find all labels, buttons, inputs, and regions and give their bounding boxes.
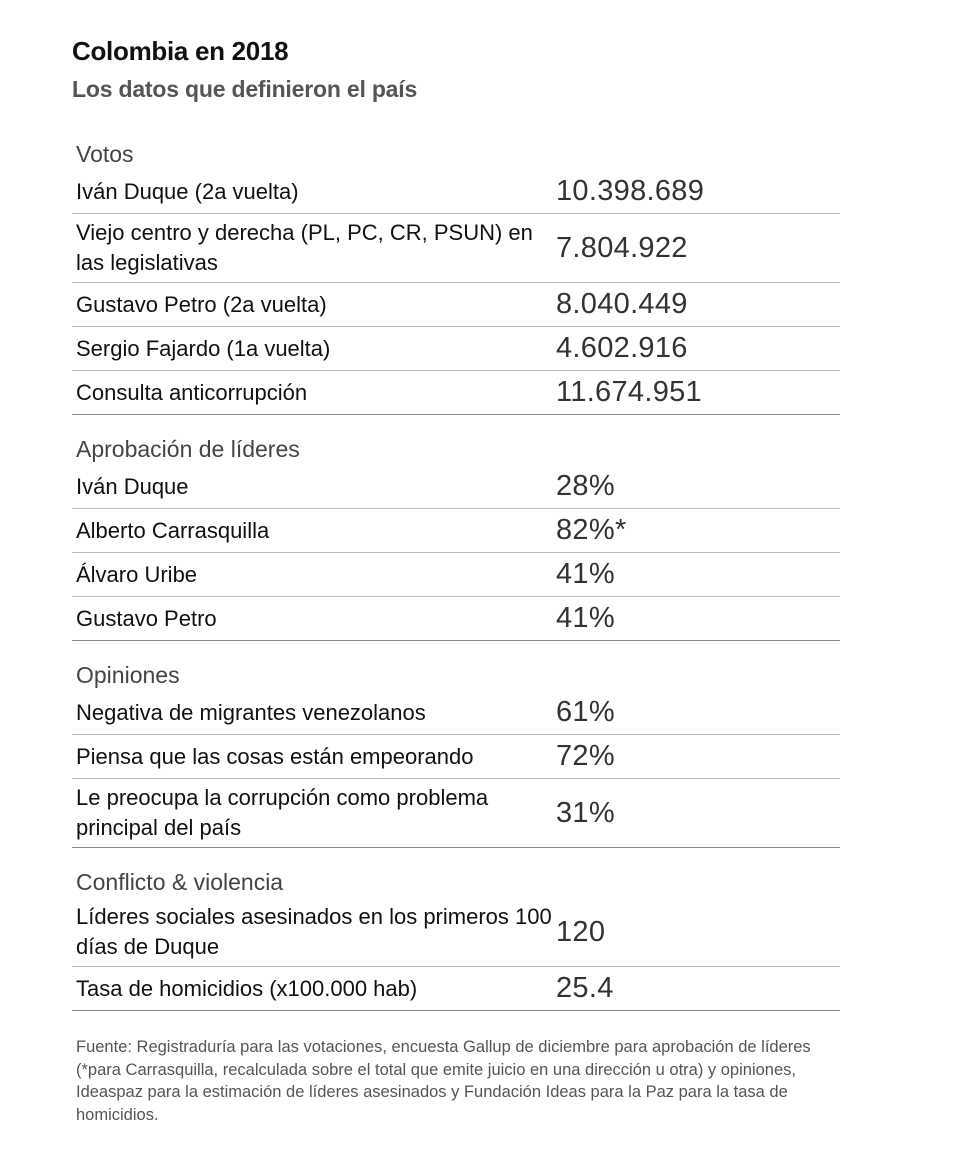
table-row xyxy=(72,597,840,641)
table-row xyxy=(72,967,840,1011)
section-gap xyxy=(72,641,840,659)
row-label: Alberto Carrasquilla xyxy=(76,517,270,543)
table-row xyxy=(72,371,840,415)
row-value: 61% xyxy=(556,696,615,728)
row-value: 120 xyxy=(556,915,606,948)
row-label: Iván Duque xyxy=(76,473,189,499)
row-value: 41% xyxy=(556,558,615,590)
table-row xyxy=(72,465,840,509)
table-row xyxy=(72,509,840,553)
source-footnote: Fuente: Registraduría para las votaciones, encuesta Gallup de diciembre para aprobación de líderes (*para Carrasquilla, recalculada sobre el total que emite juicio en una dirección u otra) y opiniones, Ideaspaz para la estimación de líderes asesinados y Fundación Ideas para la Paz para la tasa de homicidios. xyxy=(76,1038,811,1124)
row-label: Tasa de homicidios (x100.000 hab) xyxy=(76,975,418,1001)
row-value: 8.040.449 xyxy=(556,288,688,320)
row-label: Álvaro Uribe xyxy=(76,561,198,587)
row-value: 28% xyxy=(556,470,615,502)
section-gap xyxy=(72,415,840,433)
row-value: 11.674.951 xyxy=(556,376,702,408)
row-label: Sergio Fajardo (1a vuelta) xyxy=(76,335,331,361)
table-row xyxy=(72,779,840,848)
row-label: Gustavo Petro (2a vuelta) xyxy=(76,291,327,317)
page-subtitle: Los datos que definieron el país xyxy=(72,76,418,102)
row-value: 82%* xyxy=(556,514,627,546)
page-title: Colombia en 2018 xyxy=(72,36,289,66)
row-label: Le preocupa la corrupción como problema principal del país xyxy=(76,785,489,840)
row-label: Líderes sociales asesinados en los primeros 100 días de Duque xyxy=(76,904,552,959)
row-label: Gustavo Petro xyxy=(76,605,217,631)
row-label: Viejo centro y derecha (PL, PC, CR, PSUN) en las legislativas xyxy=(76,220,533,275)
row-label: Piensa que las cosas están empeorando xyxy=(76,743,474,769)
row-label: Iván Duque (2a vuelta) xyxy=(76,178,299,204)
row-label: Negativa de migrantes venezolanos xyxy=(76,699,426,725)
row-value: 7.804.922 xyxy=(556,231,688,264)
table-row xyxy=(72,553,840,597)
section-heading-votos: Votos xyxy=(76,141,134,167)
table-row xyxy=(72,691,840,735)
row-value: 72% xyxy=(556,740,615,772)
table-row xyxy=(72,170,840,214)
section-heading-conflicto: Conflicto & violencia xyxy=(76,869,284,895)
section-gap xyxy=(72,848,840,866)
row-value: 25.4 xyxy=(556,972,614,1004)
data-table xyxy=(72,138,840,1011)
row-value: 41% xyxy=(556,602,615,634)
table-row xyxy=(72,283,840,327)
row-value: 10.398.689 xyxy=(556,175,705,207)
table-row xyxy=(72,735,840,779)
table-row xyxy=(72,898,840,967)
row-value: 4.602.916 xyxy=(556,332,688,364)
table-row xyxy=(72,327,840,371)
section-heading-aprobacion: Aprobación de líderes xyxy=(76,436,300,462)
row-value: 31% xyxy=(556,796,615,829)
row-label: Consulta anticorrupción xyxy=(76,379,308,405)
section-heading-opiniones: Opiniones xyxy=(76,662,180,688)
table-row xyxy=(72,214,840,283)
